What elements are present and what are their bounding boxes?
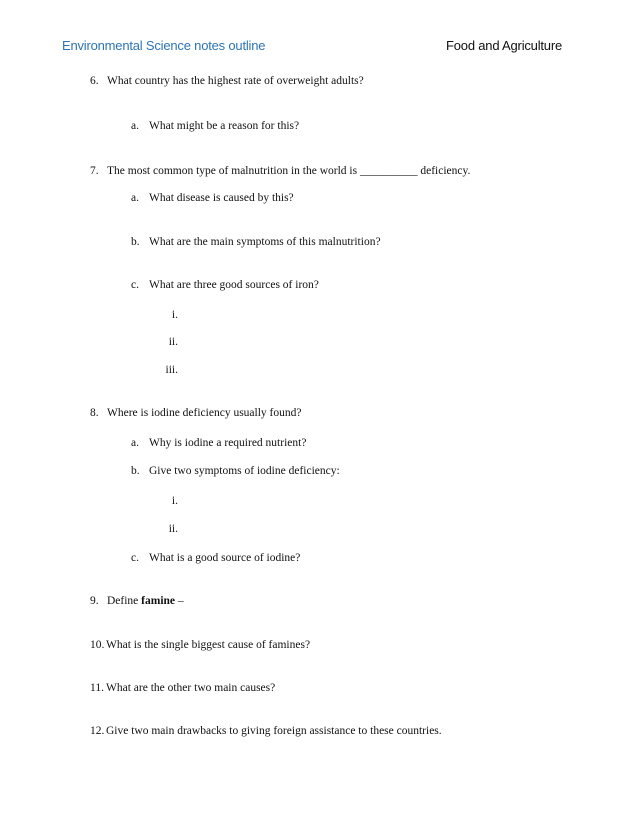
question-7c — [131, 278, 319, 292]
roman-numeral: i. — [171, 495, 178, 507]
sub-text: What might be a reason for this? — [149, 120, 300, 132]
document-title: Environmental Science notes outline — [62, 38, 266, 53]
roman-numeral: ii. — [168, 336, 178, 348]
roman-numeral: ii. — [168, 523, 178, 535]
sub-text: What are three good sources of iron? — [149, 279, 319, 291]
section-title: Food and Agriculture — [446, 38, 562, 53]
sub-letter: b. — [131, 465, 140, 477]
question-10 — [90, 638, 311, 652]
question-number: 10. — [90, 639, 105, 651]
question-8 — [90, 406, 302, 420]
dash: – — [177, 595, 184, 607]
sub-text: What is a good source of iodine? — [149, 552, 301, 564]
question-text: The most common type of malnutrition in the world is __________ deficiency. — [107, 165, 471, 177]
question-11 — [90, 681, 276, 695]
question-text: What country has the highest rate of overweight adults? — [107, 75, 364, 87]
sub-letter: c. — [131, 279, 139, 291]
sub-letter: b. — [131, 236, 140, 248]
question-number: 11. — [90, 682, 104, 694]
question-text: Give two main drawbacks to giving foreign assistance to these countries. — [106, 725, 442, 737]
question-number: 7. — [90, 165, 99, 177]
sub-text: What disease is caused by this? — [149, 192, 294, 204]
question-6 — [90, 74, 364, 88]
question-number: 6. — [90, 75, 99, 87]
sub-text: What are the main symptoms of this malnutrition? — [149, 236, 381, 248]
question-12 — [90, 724, 442, 738]
sub-letter: a. — [131, 437, 139, 449]
question-number: 8. — [90, 407, 99, 419]
sub-letter: a. — [131, 120, 139, 132]
term-famine: famine — [141, 595, 176, 607]
question-7 — [90, 164, 471, 178]
roman-numeral: i. — [171, 309, 178, 321]
question-8a — [131, 436, 307, 450]
sub-text: Give two symptoms of iodine deficiency: — [149, 465, 340, 477]
question-9 — [90, 594, 184, 608]
question-6a — [131, 119, 300, 133]
question-8c — [131, 551, 301, 565]
question-7a — [131, 191, 294, 205]
sub-letter: a. — [131, 192, 139, 204]
question-8b — [131, 464, 340, 478]
question-text — [107, 594, 184, 608]
question-text: Where is iodine deficiency usually found? — [107, 407, 302, 419]
sub-letter: c. — [131, 552, 139, 564]
question-text: What are the other two main causes? — [106, 682, 276, 694]
roman-numeral: iii. — [165, 364, 178, 376]
define-label: Define — [107, 595, 139, 607]
question-number: 9. — [90, 595, 99, 607]
question-text: What is the single biggest cause of famines? — [106, 639, 311, 651]
sub-text: Why is iodine a required nutrient? — [149, 437, 307, 449]
question-number: 12. — [90, 725, 105, 737]
question-7b — [131, 235, 381, 249]
